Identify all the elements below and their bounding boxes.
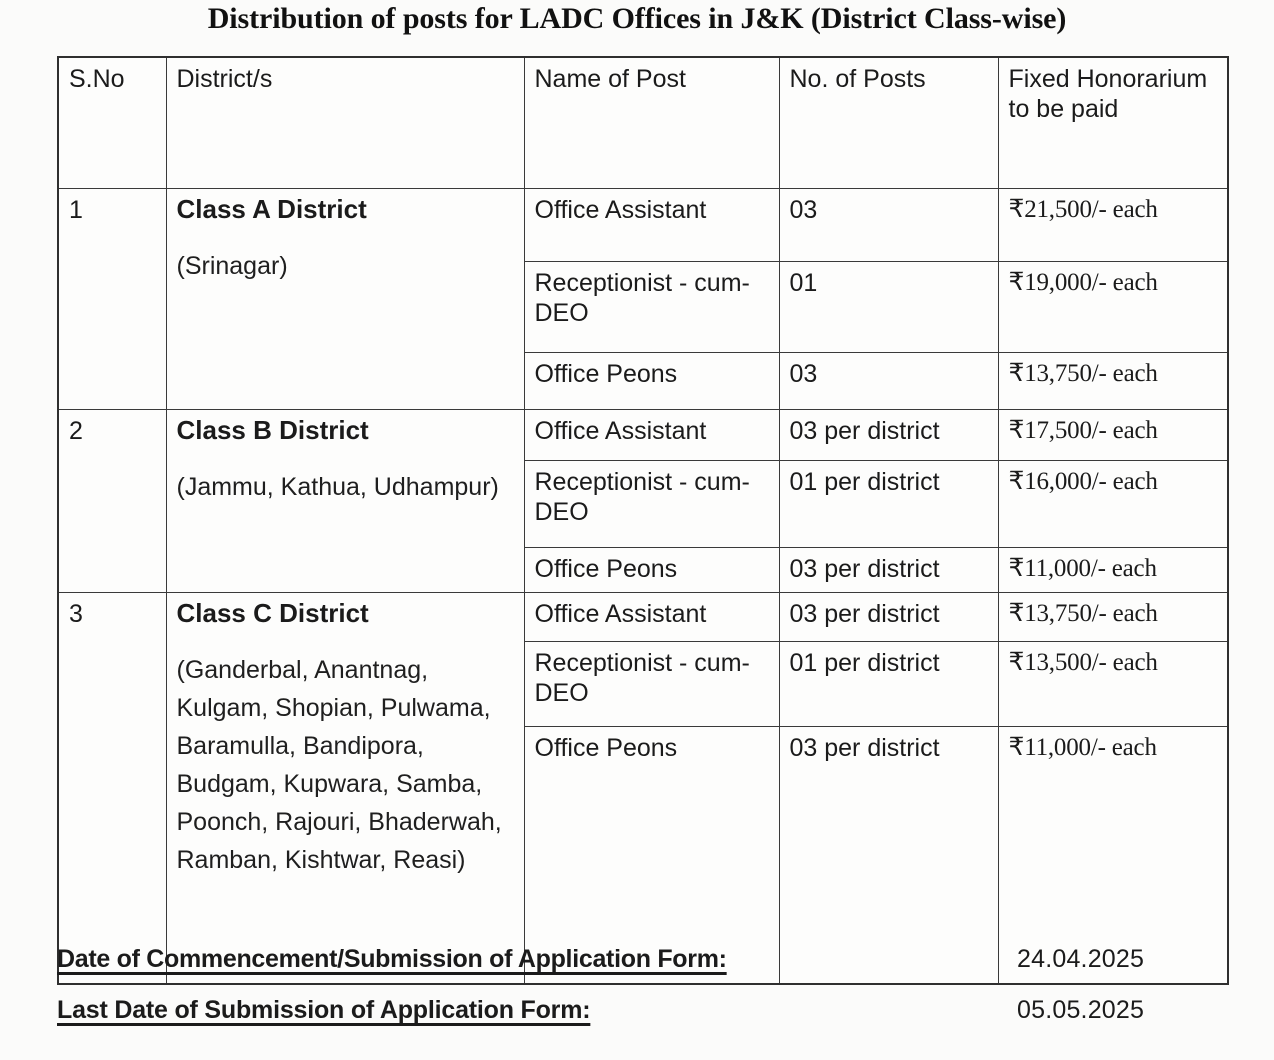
column-header-count: No. of Posts [779,57,998,189]
cell-post-name: Office Peons [524,353,779,410]
district-names-list: (Srinagar) [176,251,288,280]
column-header-honorarium: Fixed Honorarium to be paid [998,57,1228,189]
cell-sno: 1 [58,189,166,410]
cell-post-name: Office Peons [524,548,779,593]
cell-honorarium: ₹13,750/- each [998,353,1228,410]
cell-post-count: 03 [779,189,998,262]
cell-post-count: 01 per district [779,642,998,727]
cell-honorarium: ₹13,750/- each [998,593,1228,642]
cell-post-name: Office Assistant [524,189,779,262]
posts-table [57,56,1229,985]
cell-post-count: 03 per district [779,548,998,593]
cell-post-name: Office Assistant [524,410,779,461]
cell-honorarium: ₹13,500/- each [998,642,1228,727]
table-row [58,410,1228,461]
cell-sno: 3 [58,593,166,985]
commencement-date-row [57,945,1227,974]
district-class-name: Class A District [176,194,367,224]
cell-post-count: 01 per district [779,461,998,548]
district-class-name: Class C District [176,598,369,628]
last-date-row [57,996,1227,1025]
cell-post-name: Receptionist - cum-DEO [524,461,779,548]
column-header-district: District/s [166,57,524,189]
last-date-value: 05.05.2025 [1017,996,1145,1024]
footer-dates [57,945,1227,1047]
cell-post-count: 03 per district [779,410,998,461]
cell-sno: 2 [58,410,166,593]
cell-district [166,189,524,410]
table-body [58,189,1228,985]
cell-honorarium: ₹21,500/- each [998,189,1228,262]
cell-post-count: 03 per district [779,593,998,642]
district-names-list: (Ganderbal, Anantnag, Kulgam, Shopian, Pulwama, Baramulla, Bandipora, Budgam, Kupwara, Samba, Poonch, Rajouri, Bhaderwah, Ramban, Kishtwar, Reasi) [176,655,502,874]
table-row [58,593,1228,642]
cell-honorarium: ₹19,000/- each [998,262,1228,353]
table-row [58,189,1228,262]
district-class-name: Class B District [176,415,369,445]
district-names-list: (Jammu, Kathua, Udhampur) [176,472,499,501]
table-header-row [58,57,1228,189]
cell-post-name: Receptionist - cum-DEO [524,262,779,353]
cell-honorarium: ₹11,000/- each [998,548,1228,593]
cell-post-name: Office Peons [524,727,779,985]
commencement-date-label: Date of Commencement/Submission of Application Form: [57,945,727,973]
cell-post-count: 03 per district [779,727,998,985]
cell-post-count: 03 [779,353,998,410]
table-header [58,57,1228,189]
cell-honorarium: ₹17,500/- each [998,410,1228,461]
cell-district [166,410,524,593]
column-header-sno: S.No [58,57,166,189]
last-date-label: Last Date of Submission of Application Form: [57,996,591,1024]
cell-post-count: 01 [779,262,998,353]
column-header-post: Name of Post [524,57,779,189]
page-title: Distribution of posts for LADC Offices in J&K (District Class-wise) [207,2,1067,35]
posts-table-container [57,56,1227,918]
commencement-date-value: 24.04.2025 [1017,945,1145,973]
cell-honorarium: ₹11,000/- each [998,727,1228,985]
cell-post-name: Office Assistant [524,593,779,642]
cell-post-name: Receptionist - cum-DEO [524,642,779,727]
cell-district [166,593,524,985]
cell-honorarium: ₹16,000/- each [998,461,1228,548]
